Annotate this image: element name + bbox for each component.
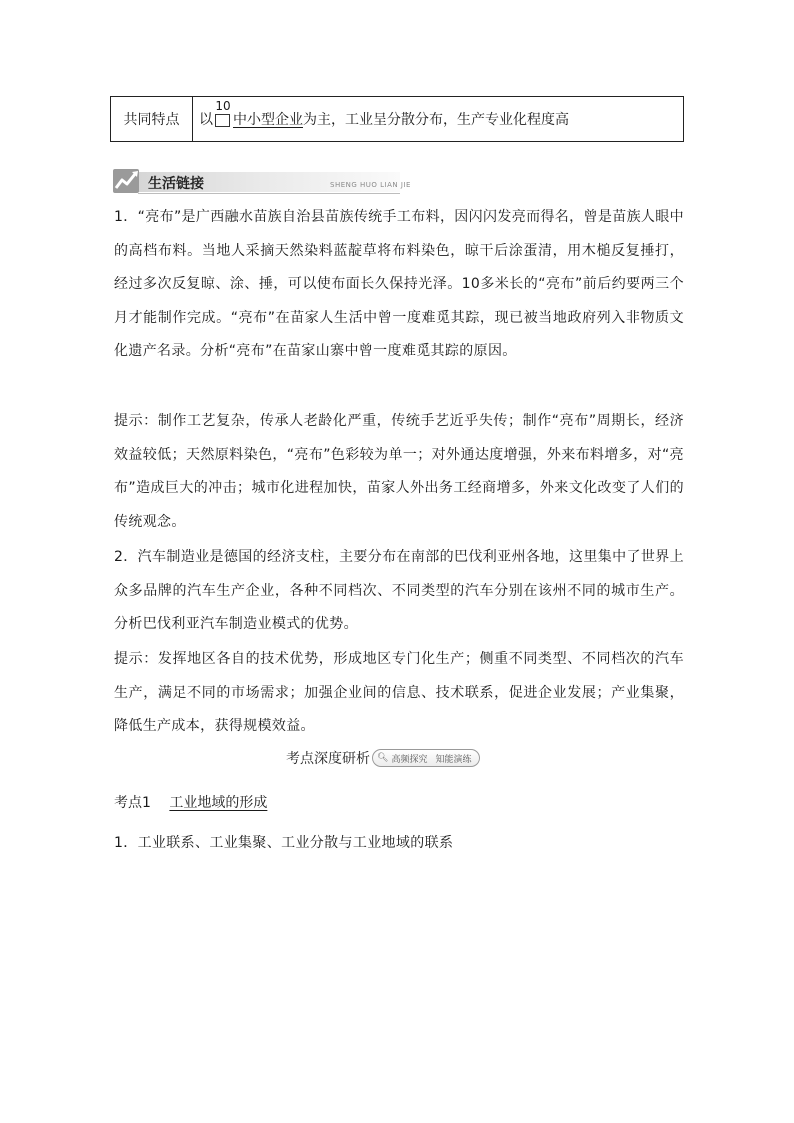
section-title: 考点深度研析 [286,751,370,767]
section-header [286,746,480,770]
question-2: 2．汽车制造业是德国的经济支柱，主要分布在南部的巴伐利亚州各地，这里集中了世界上众多品牌的汽车生产企业，各种不同档次、不同类型的汽车分别在该州不同的城市生产。分析巴伐利亚汽车制造业模式的优势。 [114,549,684,632]
table-label: 共同特点 [123,112,180,128]
answer-text: 中小型企业 [233,112,303,128]
pill-left-label: 高频探究 [391,754,428,765]
kaodian-number: 考点1 [114,795,151,811]
table-content-cell [193,97,683,141]
item-1: 1．工业联系、工业集聚、工业分散与工业地域的联系 [114,835,454,851]
answer-blank [214,99,232,128]
section-pill [372,749,480,767]
kaodian-heading [114,792,267,812]
feature-table [110,96,684,142]
answer-1: 提示：制作工艺复杂，传承人老龄化严重，传统手艺近乎失传；制作“亮布”周期长，经济效益较低；天然原料染色，“亮布”色彩较为单一；对外通达度增强，外来布料增多，对“亮布”造成巨大的冲击；城市化进程加快，苗家人外出务工经商增多，外来文化改变了人们的传统观念。 [114,413,684,530]
table-suffix: 为主，工业呈分散分布，生产专业化程度高 [303,112,569,128]
table-prefix: 以 [199,112,213,128]
table-label-cell [111,97,193,141]
pill-right-label: 知能演练 [435,754,472,765]
blank-number: 10 [215,99,231,113]
banner-underline [138,193,400,194]
kaodian-title: 工业地域的形成 [169,795,268,811]
question-1: 1．“亮布”是广西融水苗族自治县苗族传统手工布料，因闪闪发亮而得名，曾是苗族人眼中的高档布料。当地人采摘天然染料蓝靛草将布料染色，晾干后涂蛋清，用木槌反复捶打，经过多次反复晾、涂、捶，可以使布面长久保持光泽。10多米长的“亮布”前后约要两三个月才能制作完成。“亮布”在苗家人生活中曾一度难觅其踪，现已被当地政府列入非物质文化遗产名录。分析“亮布”在苗家山寨中曾一度难觅其踪的原因。 [114,209,684,359]
magnifier-icon: 🔍︎ [377,753,389,763]
life-link-subtitle: SHENG HUO LIAN JIE [330,181,411,189]
life-link-title: 生活链接 [148,176,204,192]
blank-box-shape [215,114,230,127]
life-link-banner [112,166,411,196]
answer-2: 提示：发挥地区各自的技术优势，形成地区专门化生产；侧重不同类型、不同档次的汽车生产，满足不同的市场需求；加强企业间的信息、技术联系，促进企业发展；产业集聚，降低生产成本，获得规模效益。 [114,651,684,734]
trend-chart-icon [112,168,142,194]
